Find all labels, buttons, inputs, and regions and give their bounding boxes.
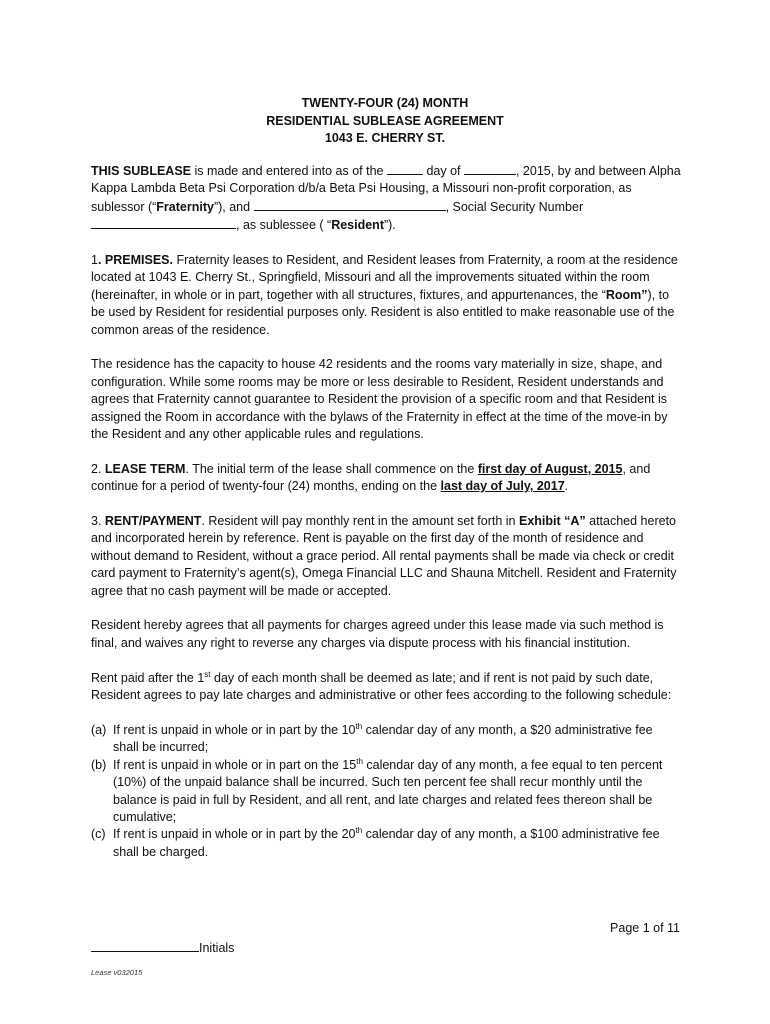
intro-paragraph [91,162,681,235]
capacity-paragraph: The residence has the capacity to house 42 residents and the rooms vary materially in size, shape, and configuration. While some rooms may be more or less desirable to Resident, Resident understands and agrees that Fraternity cannot guarantee to Resident the provision of a specific room and that Resident is assigned the Room in accordance with the bylaws of the Fraternity in effect at the time of the move-in by the Resident and any other applicable rules and regulations. [91,357,668,442]
list-label: (a) [91,722,107,737]
lease-term-text: , and continue for a period of twenty-four (24) months, ending on the [91,461,651,494]
month-blank [464,162,516,175]
rent-paragraph [91,513,681,600]
intro-text: , 2015, by and between Alpha Kappa Lambda Beta Psi Corporation d/b/a Beta Psi Housing, a Missouri non-profit corporation, as sublessor (“ [91,164,681,214]
late-fee-schedule [91,722,681,861]
list-label: (c) [91,827,106,842]
document-body [91,162,681,861]
ordinal-suffix: th [356,756,363,766]
ordinal-suffix: st [204,669,211,679]
page-number: Page 1 of 11 [610,921,680,935]
list-text: If rent is unpaid in whole or in part by the 20 [113,827,356,842]
exhibit-reference: Exhibit “A” [518,514,586,529]
resident-term: Resident [331,218,384,233]
list-text: If rent is unpaid in whole or in part by the 10 [113,722,356,737]
section-number: 2. [91,461,105,476]
intro-text: , as sublessee ( “ [236,218,332,233]
rent-text: attached hereto and incorporated herein by reference. Rent is payable on the first day of the month of residence and without demand to Resident, without a grace period. All rental payments shall be made via check or credit card payment to Fraternity’s agent(s), Omega Financial LLC and Shauna Mitchell. Resident and Fraternity agree that no cash payment will be made or accepted. [91,514,677,598]
day-blank [387,162,423,175]
list-label: (b) [91,757,107,772]
fraternity-term: Fraternity [156,199,214,214]
intro-lead: THIS SUBLEASE [91,164,192,178]
sublessee-name-blank [254,198,446,211]
list-text: calendar day of any month, a $100 administrative fee shall be charged. [113,827,660,859]
room-term: Room” [605,287,648,302]
lease-term-paragraph [91,461,681,496]
initials-blank [91,939,199,952]
intro-text: ”). [383,218,396,233]
lease-end-date: last day of July, 2017 [440,479,565,494]
intro-text: is made and entered into as of the [191,164,387,178]
list-text: calendar day of any month, a fee equal to ten percent (10%) of the unpaid balance shall be incurred. Such ten percent fee shall recur monthly until the balance is paid in full by Resident, and all rent, and late charges and related fees thereon shall be cumulative; [113,757,663,824]
initials-label: Initials [199,941,235,955]
lease-term-text: . [564,479,569,494]
lease-term-text: . The initial term of the lease shall commence on the [185,461,478,476]
title-line-1: TWENTY-FOUR (24) MONTH [301,96,469,110]
initials-line [91,939,234,955]
ordinal-suffix: th [355,721,363,731]
intro-text: ”), and [213,199,254,214]
version-label: Lease v032015 [91,968,143,977]
lease-term-heading: LEASE TERM [104,461,186,476]
list-item [91,722,681,757]
late-paragraph [91,670,681,705]
ssn-blank [91,216,236,229]
late-text: day of each month shall be deemed as late; and if rent is not paid by such date, Resident agrees to pay late charges and administrative or other fees according to the following schedule: [91,670,672,703]
premises-text: Fraternity leases to Resident, and Resident leases from Fraternity, a room at the residence located at 1043 E. Cherry St., Springfield, Missouri and all the improvements situated within the room (hereinafter, in whole or in part, together with all structures, fixtures, and appurtenances, the “ [91,253,678,302]
document-title [0,95,770,148]
premises-heading: . PREMISES. [97,253,173,268]
intro-text: day of [422,164,464,178]
premises-paragraph [91,252,681,339]
late-text: Rent paid after the 1 [91,670,205,685]
payments-agree-paragraph: Resident hereby agrees that all payments for charges agreed under this lease made via such method is final, and waives any right to reverse any charges via dispute process with his financial institution. [91,618,664,650]
list-text: If rent is unpaid in whole or in part on the 15 [113,757,357,772]
ordinal-suffix: th [355,826,363,836]
title-line-3: 1043 E. CHERRY ST. [324,131,446,145]
list-item [91,826,681,861]
premises-text: ), to be used by Resident for residential purposes only. Resident is also entitled to make reasonable use of the common areas of the residence. [91,287,675,337]
intro-text: , Social Security Number [445,199,584,214]
list-text: calendar day of any month, a $20 administrative fee shall be incurred; [113,722,653,755]
list-item [91,757,681,827]
section-number: 1 [91,253,98,268]
rent-text: . Resident will pay monthly rent in the amount set forth in [201,514,519,529]
section-number: 3. [91,514,105,529]
rent-heading: RENT/PAYMENT [104,514,202,529]
title-line-2: RESIDENTIAL SUBLEASE AGREEMENT [266,113,504,128]
lease-start-date: first day of August, 2015 [477,461,623,476]
